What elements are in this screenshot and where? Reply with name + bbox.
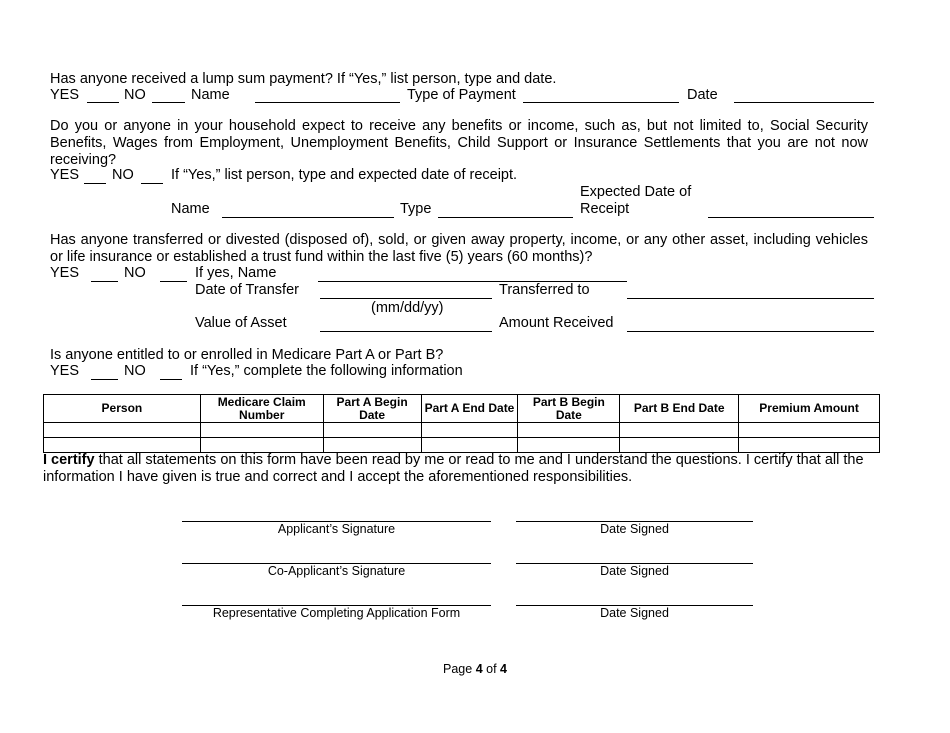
benefits-name-label: Name bbox=[171, 201, 210, 217]
certify-bold: I certify bbox=[43, 452, 95, 468]
col-header-claim-number: Medicare Claim Number bbox=[200, 395, 323, 423]
co-applicant-date-label: Date Signed bbox=[600, 564, 669, 578]
lump-sum-question: Has anyone received a lump sum payment? If “Yes,” list person, type and date. bbox=[50, 71, 557, 87]
certify-text: that all statements on this form have been read by me or read to me and I understand the questions. I certify that all the information I have given is true and correct and I accept the aforementioned responsibilities. bbox=[43, 452, 864, 485]
lump-type-field[interactable] bbox=[523, 102, 679, 103]
lump-name-label: Name bbox=[191, 87, 230, 103]
table-row bbox=[44, 423, 880, 438]
col-header-part-a-begin: Part A Begin Date bbox=[323, 395, 421, 423]
col-header-premium-amount: Premium Amount bbox=[739, 395, 880, 423]
medicare-table-header-row bbox=[44, 395, 880, 423]
lump-no-label: NO bbox=[124, 87, 146, 103]
table-cell[interactable] bbox=[323, 438, 421, 453]
medicare-no-field[interactable] bbox=[160, 379, 182, 380]
representative-date-label: Date Signed bbox=[600, 606, 669, 620]
medicare-question: Is anyone entitled to or enrolled in Medicare Part A or Part B? bbox=[50, 347, 444, 363]
amount-received-label: Amount Received bbox=[499, 315, 614, 331]
medicare-yes-label: YES bbox=[50, 363, 80, 379]
transfer-date-label: Date of Transfer bbox=[195, 282, 299, 298]
lump-type-label: Type of Payment bbox=[407, 87, 516, 103]
transfer-if-yes-name-label: If yes, Name bbox=[195, 265, 277, 281]
table-cell[interactable] bbox=[620, 438, 739, 453]
benefits-expected-date-field[interactable] bbox=[708, 217, 874, 218]
col-header-part-b-end: Part B End Date bbox=[620, 395, 739, 423]
benefits-type-label: Type bbox=[400, 201, 432, 217]
page-word: Page bbox=[443, 662, 473, 676]
page-of-word: of bbox=[486, 662, 497, 676]
table-cell[interactable] bbox=[323, 423, 421, 438]
col-header-person: Person bbox=[44, 395, 201, 423]
table-cell[interactable] bbox=[44, 423, 201, 438]
col-header-part-a-end: Part A End Date bbox=[421, 395, 518, 423]
asset-value-field[interactable] bbox=[320, 331, 492, 332]
col-header-part-b-begin: Part B Begin Date bbox=[518, 395, 620, 423]
asset-value-label: Value of Asset bbox=[195, 315, 287, 331]
table-cell[interactable] bbox=[421, 438, 518, 453]
benefits-name-field[interactable] bbox=[222, 217, 394, 218]
page-number bbox=[0, 662, 950, 676]
benefits-type-field[interactable] bbox=[438, 217, 573, 218]
lump-no-field[interactable] bbox=[152, 102, 185, 103]
transfer-no-field[interactable] bbox=[160, 281, 187, 282]
page-current: 4 bbox=[475, 662, 483, 676]
medicare-table bbox=[43, 394, 880, 453]
transfer-no-label: NO bbox=[124, 265, 146, 281]
table-cell[interactable] bbox=[200, 438, 323, 453]
table-cell[interactable] bbox=[44, 438, 201, 453]
certification-statement bbox=[43, 452, 873, 486]
transfer-date-format-hint: (mm/dd/yy) bbox=[371, 300, 444, 316]
applicant-date-label: Date Signed bbox=[600, 522, 669, 536]
table-cell[interactable] bbox=[421, 423, 518, 438]
table-row bbox=[44, 438, 880, 453]
benefits-question: Do you or anyone in your household expect to receive any benefits or income, such as, but not limited to, Social Security Benefits, Wages from Employment, Unemployment Benefits, Child Support or Insurance Settlements that you are not now receiving? bbox=[50, 118, 868, 168]
medicare-instruction: If “Yes,” complete the following information bbox=[190, 363, 463, 379]
co-applicant-signature-label: Co-Applicant’s Signature bbox=[267, 564, 406, 578]
medicare-yes-field[interactable] bbox=[91, 379, 118, 380]
representative-signature-label: Representative Completing Application Form bbox=[212, 606, 461, 620]
transfer-question: Has anyone transferred or divested (disposed of), sold, or given away property, income, or any other asset, including vehicles or life insurance or established a trust fund within the last five (5) years (60 months)? bbox=[50, 232, 868, 265]
lump-date-label: Date bbox=[687, 87, 718, 103]
transferred-to-label: Transferred to bbox=[499, 282, 590, 298]
table-cell[interactable] bbox=[518, 423, 620, 438]
transfer-date-field[interactable] bbox=[320, 298, 492, 299]
benefits-instruction: If “Yes,” list person, type and expected date of receipt. bbox=[171, 167, 518, 183]
lump-name-field[interactable] bbox=[255, 102, 400, 103]
transfer-yes-field[interactable] bbox=[91, 281, 118, 282]
benefits-expected-date-label-2: Receipt bbox=[580, 201, 630, 217]
table-cell[interactable] bbox=[518, 438, 620, 453]
table-cell[interactable] bbox=[200, 423, 323, 438]
lump-yes-field[interactable] bbox=[87, 102, 119, 103]
table-cell[interactable] bbox=[739, 438, 880, 453]
lump-yes-label: YES bbox=[50, 87, 80, 103]
lump-date-field[interactable] bbox=[734, 102, 874, 103]
amount-received-field[interactable] bbox=[627, 331, 874, 332]
benefits-expected-date-label-1: Expected Date of bbox=[580, 184, 692, 200]
page-total: 4 bbox=[500, 662, 507, 676]
table-cell[interactable] bbox=[739, 423, 880, 438]
transferred-to-field[interactable] bbox=[627, 298, 874, 299]
medicare-no-label: NO bbox=[124, 363, 146, 379]
benefits-yes-field[interactable] bbox=[84, 183, 106, 184]
transfer-yes-label: YES bbox=[50, 265, 80, 281]
benefits-yes-label: YES bbox=[50, 167, 80, 183]
applicant-signature-label: Applicant’s Signature bbox=[277, 522, 396, 536]
benefits-no-label: NO bbox=[112, 167, 134, 183]
table-cell[interactable] bbox=[620, 423, 739, 438]
benefits-no-field[interactable] bbox=[141, 183, 163, 184]
